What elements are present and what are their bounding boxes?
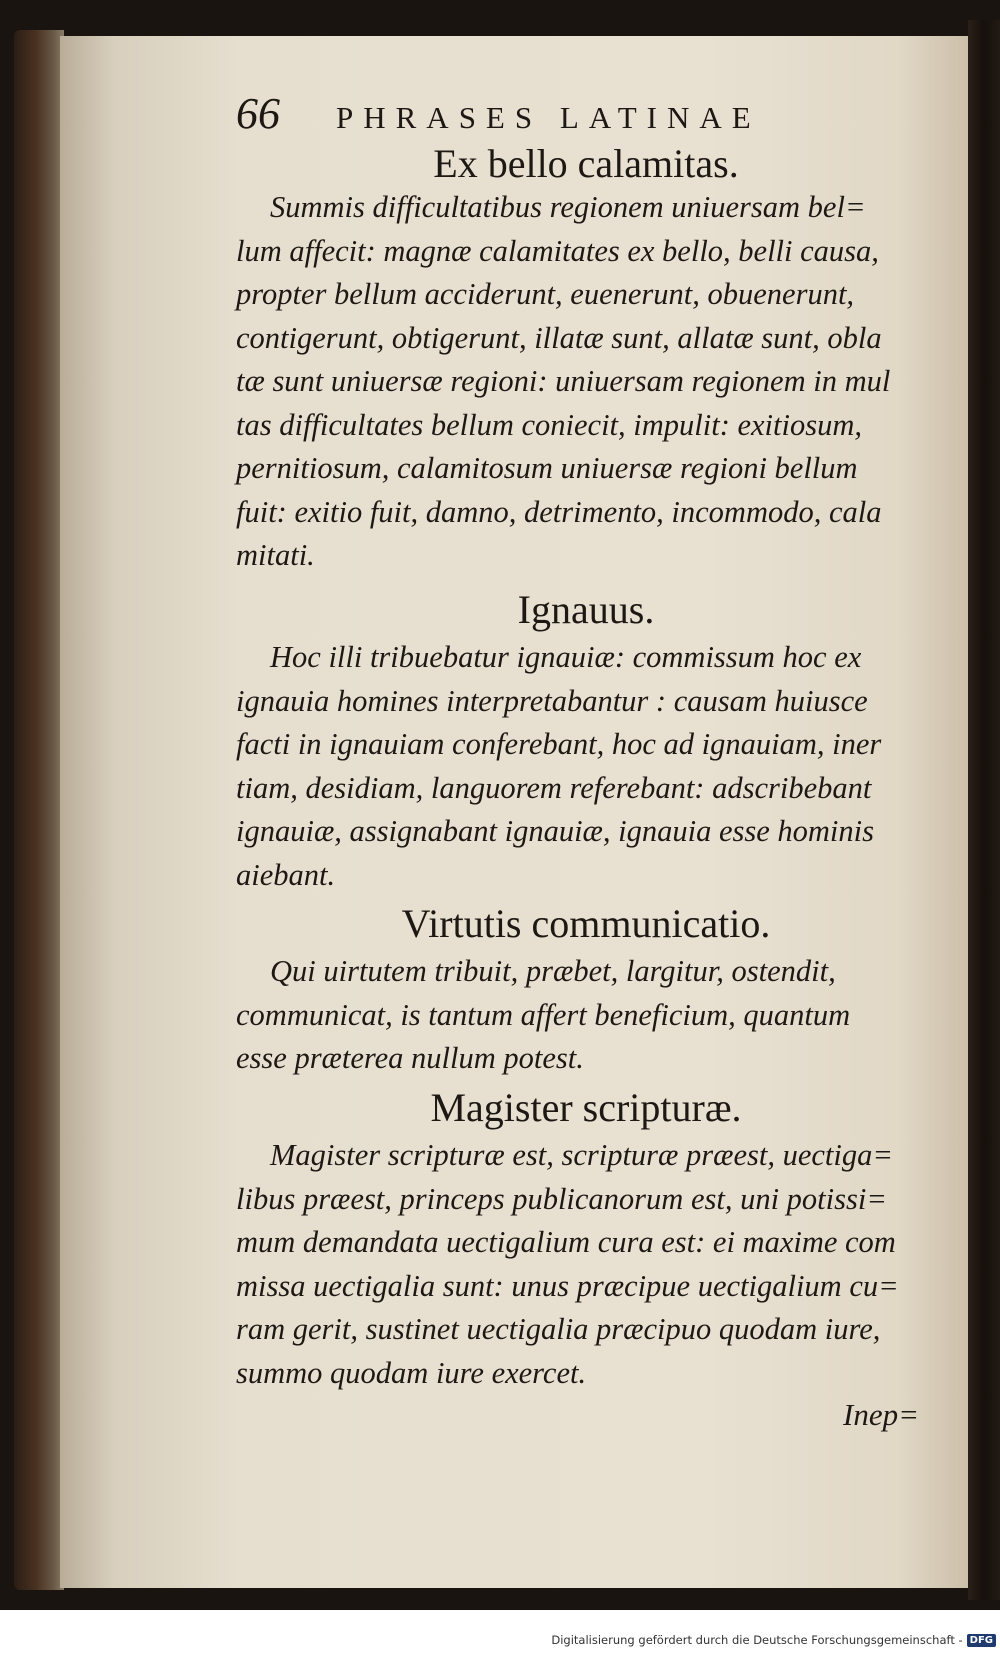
section-paragraph [236,950,942,1081]
footer-text: Digitalisierung gefördert durch die Deutsche Forschungsgemeinschaft - [551,1633,963,1647]
text-line: libus præest, princeps publicanorum est, uni potissi= [236,1181,887,1216]
section-heading: Ignauus. [517,587,655,632]
text-line: aiebant. [236,857,336,892]
text-line: ignauia homines interpretabantur : causam huiusce [236,683,868,718]
right-shadow-edge [968,20,1000,1600]
section-paragraph [236,1134,942,1395]
catchword: Inep= [843,1397,920,1432]
text-line: facti in ignauiam conferebant, hoc ad ignauiam, iner [236,727,882,761]
text-line: mum demandata uectigalium cura est: ei maxime com [236,1225,896,1259]
text-line: tas difficultates bellum coniecit, impulit: exitiosum, [236,407,862,442]
text-line: propter bellum acciderunt, euenerunt, obuenerunt, [236,277,855,311]
running-head [236,88,876,144]
section-heading: Virtutis communicatio. [401,901,771,946]
text-line: fuit: exitio fuit, damno, detrimento, incommodo, cala [236,494,882,529]
digitization-footer [0,1628,1000,1652]
text-line: mitati. [236,538,315,572]
text-line: Magister scripturæ est, scripturæ præest, uectiga= [270,1138,893,1172]
text-line: lum affecit: magnæ calamitates ex bello, belli causa, [236,233,879,268]
text-line: ignauiæ, assignabant ignauiæ, ignauia esse hominis [236,814,874,848]
text-line: contigerunt, obtigerunt, illatæ sunt, allatæ sunt, obla [236,320,882,355]
text-line: communicat, is tantum affert beneficium, quantum [236,997,851,1032]
text-line: tiam, desidiam, languorem referebant: adscribebant [236,770,872,805]
text-line: summo quodam iure exercet. [236,1355,587,1390]
running-title: PHRASES LATINAE [336,100,761,135]
page-number: 66 [236,89,280,138]
text-line: tæ sunt uniuersæ regioni: uniuersam regionem in mul [236,364,891,398]
book-spine-edge [14,30,64,1590]
text-line: missa uectigalia sunt: unus præcipue uectigalium cu= [236,1268,899,1303]
text-line: Hoc illi tribuebatur ignauiæ: commissum hoc ex [270,640,862,674]
text-line: pernitiosum, calamitosum uniuersæ regioni bellum [236,451,858,485]
text-line: Summis difficultatibus regionem uniuersam bel= [270,190,866,224]
section-paragraph [236,186,942,578]
section-heading: Magister scripturæ. [430,1085,742,1130]
text-line: ram gerit, sustinet uectigalia præcipuo quodam iure, [236,1312,881,1346]
text-line: esse præterea nullum potest. [236,1041,584,1075]
text-line: Qui uirtutem tribuit, præbet, largitur, ostendit, [270,954,836,988]
dfg-logo: DFG [967,1634,996,1647]
section-paragraph [236,636,942,897]
section-heading: Ex bello calamitas. [433,141,739,186]
